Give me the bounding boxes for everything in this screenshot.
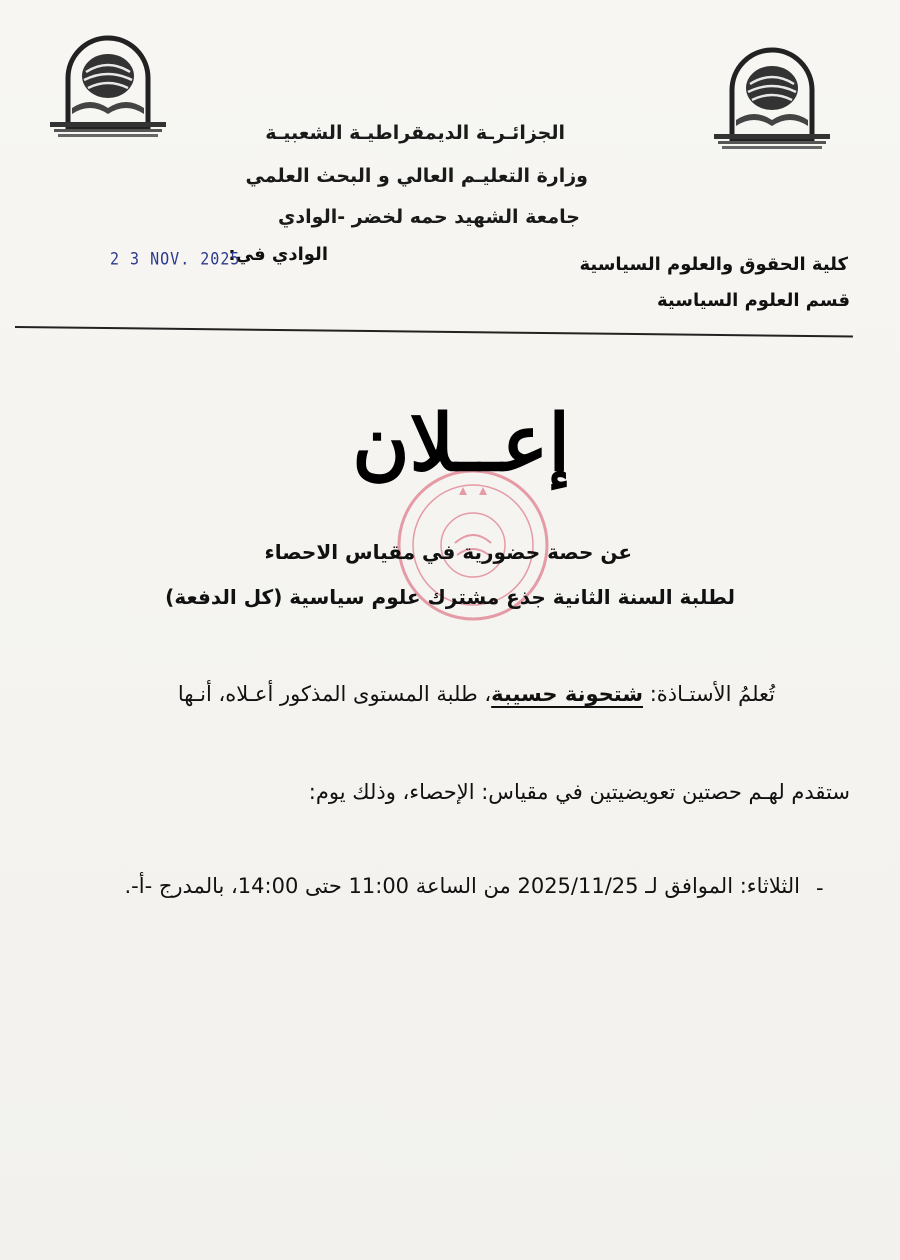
announcement-title: إعــلان (352, 398, 570, 489)
bullet-dash: - (816, 876, 824, 900)
university-logo-icon (48, 28, 168, 143)
header-divider (15, 326, 853, 338)
body-line-2: ستقدم لهـم حصتين تعويضيتين في مقياس: الإحصاء، وذلك يوم: (308, 780, 850, 804)
body-line-1 (178, 682, 775, 706)
announcement-subtitle-2: لطلبة السنة الثانية جذع مشترك علوم سياسية (كل الدفعة) (165, 585, 735, 609)
body-line-1-prefix: تُعلمُ الأستـاذة: (649, 682, 775, 706)
university-logo-icon (712, 40, 832, 155)
professor-name: شتحونة حسيبة (491, 682, 643, 706)
place-label: الوادي في: (228, 244, 328, 265)
schedule-line: الثلاثاء: الموافق لـ 2025/11/25 من الساعة 11:00 حتى 14:00، بالمدرج -أ-. (124, 874, 800, 898)
header-department: قسم العلوم السياسية (657, 290, 850, 311)
header-ministry: وزارة التعليـم العالي و البحث العلمي (245, 165, 588, 187)
header-university: جامعة الشهيد حمه لخضر -الوادي (278, 206, 580, 228)
date-stamp: 2 3 NOV. 2025 (110, 248, 241, 270)
header-faculty: كلية الحقوق والعلوم السياسية (579, 254, 848, 275)
body-line-1-suffix: ، طلبة المستوى المذكور أعـلاه، أنـها (177, 682, 492, 706)
announcement-subtitle-1: عن حصة حضورية في مقياس الاحصاء (264, 540, 632, 564)
header-country: الجزائـرـة الديمقراطيـة الشعبيـة (265, 122, 565, 144)
